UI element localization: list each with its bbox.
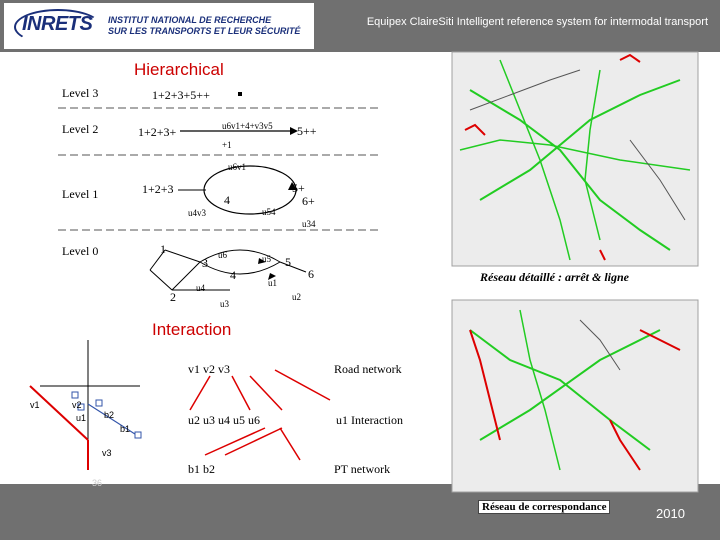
road-network-label: Road network bbox=[334, 362, 402, 376]
interaction-label: u1 Interaction bbox=[336, 413, 403, 427]
pt-u1-label: u1 bbox=[76, 413, 87, 423]
l0-node-2: 2 bbox=[170, 290, 176, 304]
header-subtitle: Equipex ClaireSiti Intelligent reference system for intermodal transport bbox=[366, 16, 708, 28]
logo-wordmark: INRETS bbox=[22, 13, 93, 35]
l1-cycle bbox=[204, 166, 296, 214]
l0-edge-u4: u4 bbox=[196, 283, 205, 293]
marker-dot bbox=[238, 92, 242, 96]
pt-stop bbox=[135, 432, 141, 438]
l0-node-3: 3 bbox=[202, 256, 208, 270]
level-2-label: Level 2 bbox=[62, 122, 99, 136]
detailed-network-caption: Réseau détaillé : arrêt & ligne bbox=[480, 270, 629, 284]
l1-right-node: 5+ bbox=[292, 181, 305, 195]
interaction-arrow bbox=[275, 370, 330, 400]
l0-edge-u1: u1 bbox=[268, 278, 277, 288]
level-3-label: Level 3 bbox=[62, 86, 99, 100]
interaction-arrow bbox=[280, 428, 300, 460]
l2-left-node: 1+2+3+ bbox=[138, 125, 177, 139]
l0-node-6: 6 bbox=[308, 267, 314, 281]
l3-node: 1+2+3+5++ bbox=[152, 88, 210, 102]
u-node-set: u2 u3 u4 u5 u6 bbox=[188, 413, 260, 427]
l1-left-node: 1+2+3 bbox=[142, 182, 174, 196]
pt-node-set: b1 b2 bbox=[188, 462, 215, 476]
l1-mid-node: 4 bbox=[224, 193, 230, 207]
pt-stop bbox=[96, 400, 102, 406]
l2-edge-label: u6v1+4+v3v5 bbox=[222, 121, 273, 131]
l2-edge-sublabel: +1 bbox=[222, 140, 232, 150]
level-0-label: Level 0 bbox=[62, 244, 99, 258]
l0-edge bbox=[150, 270, 172, 290]
l0-edge-u6: u6 bbox=[218, 250, 227, 260]
l0-node-1: 1 bbox=[160, 242, 166, 256]
l0-edge bbox=[165, 250, 200, 262]
l1-right-node-2: 6+ bbox=[302, 194, 315, 208]
interaction-arrow bbox=[190, 376, 210, 410]
l2-right-node: 5++ bbox=[297, 124, 317, 138]
pt-b2-label: b2 bbox=[104, 410, 115, 420]
pt-stop bbox=[72, 392, 78, 398]
road-v2-label: v2 bbox=[72, 400, 82, 410]
interaction-arrow bbox=[232, 376, 250, 410]
footer-year: 2010 bbox=[656, 506, 685, 521]
road-node-set: v1 v2 v3 bbox=[188, 362, 230, 376]
logo-tagline-line2: SUR LES TRANSPORTS ET LEUR SÉCURITÉ bbox=[108, 26, 301, 36]
l1-edge-top: u6v1 bbox=[228, 162, 246, 172]
interaction-arrow bbox=[250, 376, 282, 410]
logo-tagline-line1: INSTITUT NATIONAL DE RECHERCHE bbox=[108, 15, 272, 25]
l0-edge bbox=[280, 262, 306, 272]
interaction-title: Interaction bbox=[152, 320, 232, 339]
l0-edge-u3: u3 bbox=[220, 299, 229, 309]
hierarchical-title: Hierarchical bbox=[134, 60, 224, 79]
road-v3-label: v3 bbox=[102, 448, 112, 458]
l0-node-4: 4 bbox=[230, 268, 236, 282]
pt-b1-label: b1 bbox=[120, 424, 131, 434]
road-v1-label: v1 bbox=[30, 400, 40, 410]
l0-edge-u5: u5 bbox=[262, 254, 271, 264]
correspondence-network-caption: Réseau de correspondance bbox=[478, 500, 610, 514]
l1-edge-u4v3: u4v3 bbox=[188, 208, 206, 218]
page-number: 36 bbox=[92, 478, 103, 488]
pt-link-blue bbox=[88, 404, 138, 436]
l0-node-5: 5 bbox=[285, 255, 291, 269]
detailed-network-map bbox=[452, 52, 698, 266]
level-1-label: Level 1 bbox=[62, 187, 99, 201]
l0-edge-u2: u2 bbox=[292, 292, 301, 302]
l1-edge-u54: u54 bbox=[262, 207, 276, 217]
pt-network-label: PT network bbox=[334, 462, 391, 476]
l1-edge-u34: u34 bbox=[302, 219, 316, 229]
